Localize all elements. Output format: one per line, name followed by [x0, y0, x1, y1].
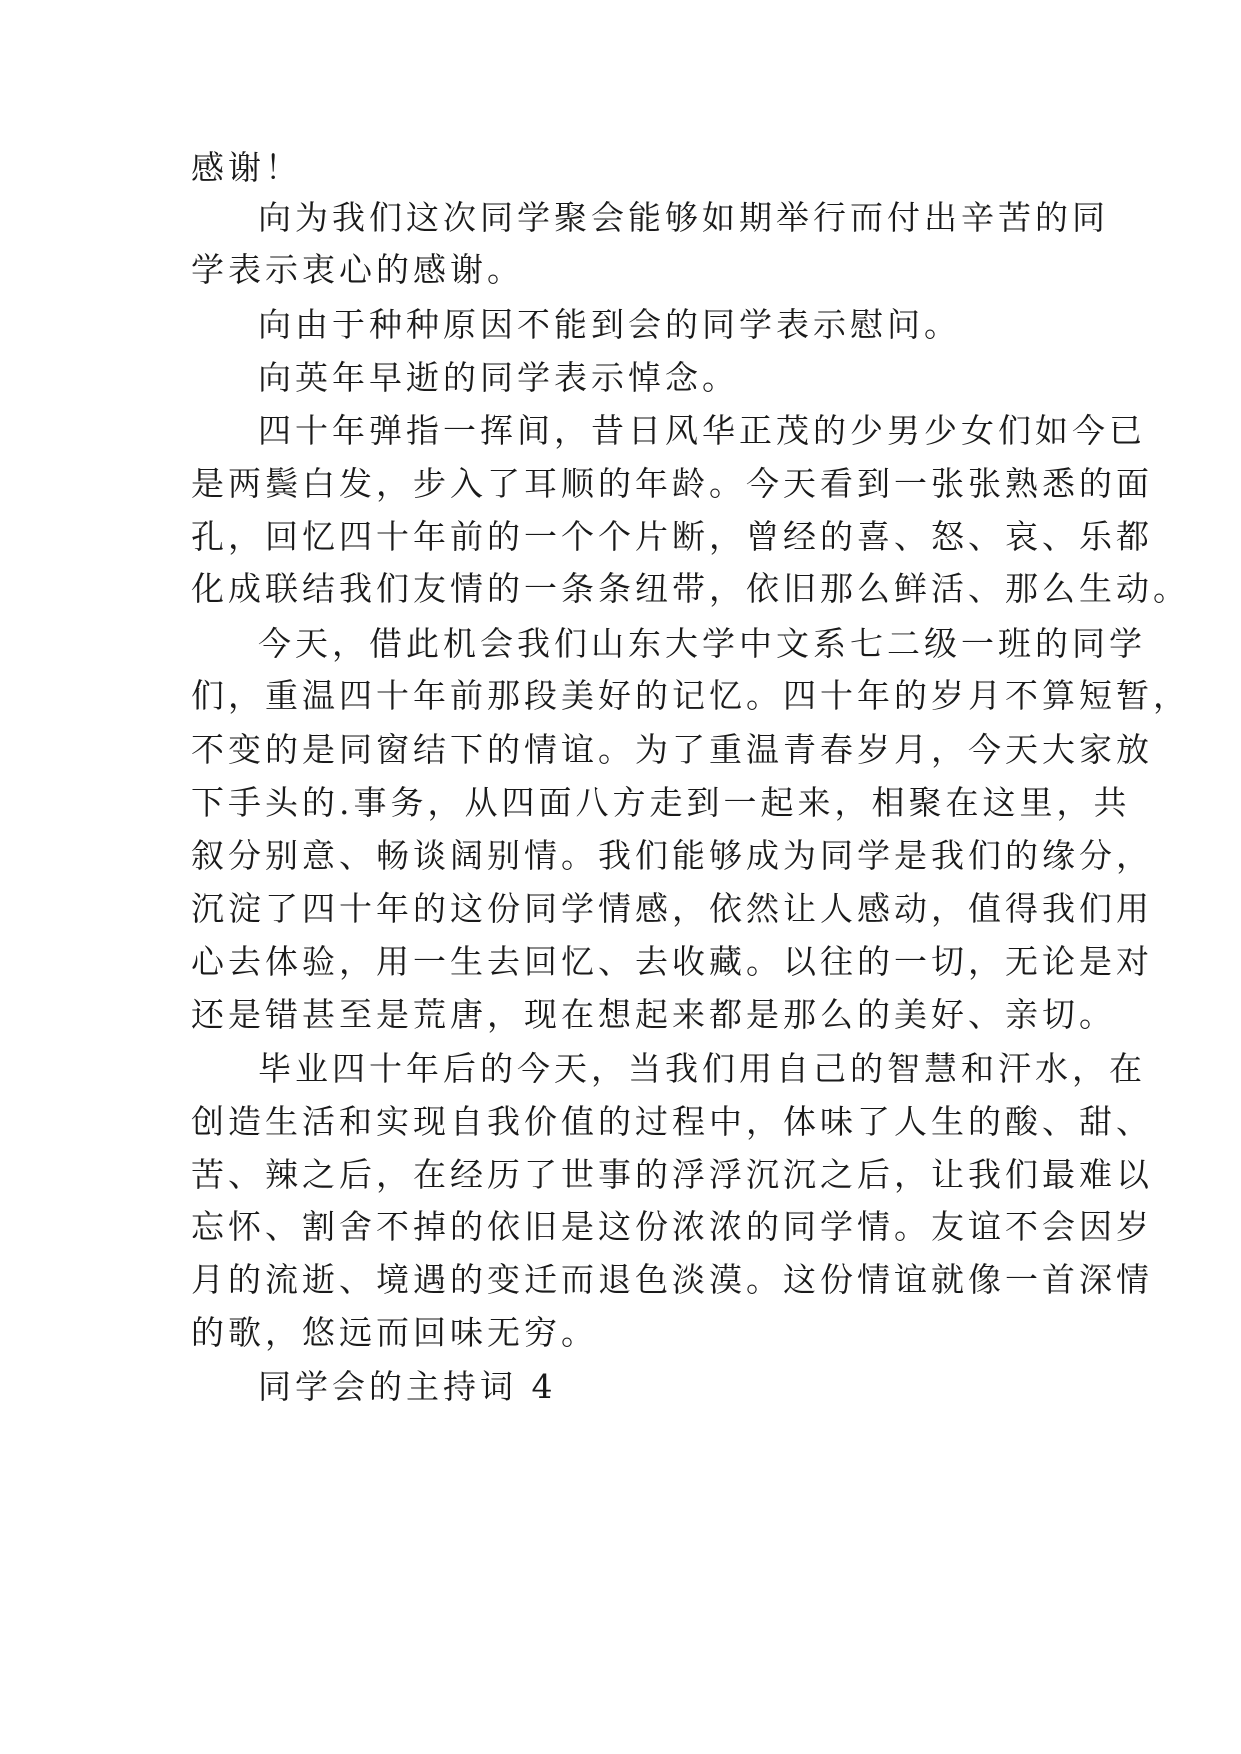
text-line: 今天，借此机会我们山东大学中文系七二级一班的同学 — [258, 624, 1146, 663]
text-line: 向为我们这次同学聚会能够如期举行而付出辛苦的同 — [258, 198, 1109, 237]
text-line: 化成联结我们友情的一条条纽带，依旧那么鲜活、那么生动。 — [191, 569, 1190, 608]
text-line: 月的流逝、境遇的变迁而退色淡漠。这份情谊就像一首深情 — [191, 1260, 1153, 1299]
text-line: 毕业四十年后的今天，当我们用自己的智慧和汗水，在 — [258, 1049, 1146, 1088]
text-line: 四十年弹指一挥间，昔日风华正茂的少男少女们如今已 — [258, 411, 1146, 450]
text-line: 心去体验，用一生去回忆、去收藏。以往的一切，无论是对 — [191, 942, 1153, 981]
text-line: 忘怀、割舍不掉的依旧是这份浓浓的同学情。友谊不会因岁 — [191, 1207, 1153, 1246]
text-line: 苦、辣之后，在经历了世事的浮浮沉沉之后，让我们最难以 — [191, 1155, 1153, 1194]
text-line: 叙分别意、畅谈阔别情。我们能够成为同学是我们的缘分， — [191, 836, 1153, 875]
text-line: 的歌，悠远而回味无穷。 — [191, 1313, 598, 1352]
text-line: 是两鬓白发，步入了耳顺的年龄。今天看到一张张熟悉的面 — [191, 464, 1153, 503]
text-line: 孔，回忆四十年前的一个个片断，曾经的喜、怒、哀、乐都 — [191, 517, 1153, 556]
text-line: 不变的是同窗结下的情谊。为了重温青春岁月，今天大家放 — [191, 730, 1153, 769]
text-line: 还是错甚至是荒唐，现在想起来都是那么的美好、亲切。 — [191, 995, 1116, 1034]
section-heading: 同学会的主持词 4 — [258, 1367, 557, 1406]
text-line: 们，重温四十年前那段美好的记忆。四十年的岁月不算短暂， — [191, 676, 1190, 715]
text-line: 沉淀了四十年的这份同学情感，依然让人感动，值得我们用 — [191, 889, 1153, 928]
text-line: 向英年早逝的同学表示悼念。 — [258, 358, 739, 397]
text-line: 感谢！ — [191, 148, 302, 187]
text-line: 学表示衷心的感谢。 — [191, 250, 524, 289]
text-line: 向由于种种原因不能到会的同学表示慰问。 — [258, 305, 961, 344]
text-line: 创造生活和实现自我价值的过程中，体味了人生的酸、甜、 — [191, 1102, 1153, 1141]
text-line: 下手头的.事务，从四面八方走到一起来，相聚在这里，共 — [191, 783, 1131, 822]
